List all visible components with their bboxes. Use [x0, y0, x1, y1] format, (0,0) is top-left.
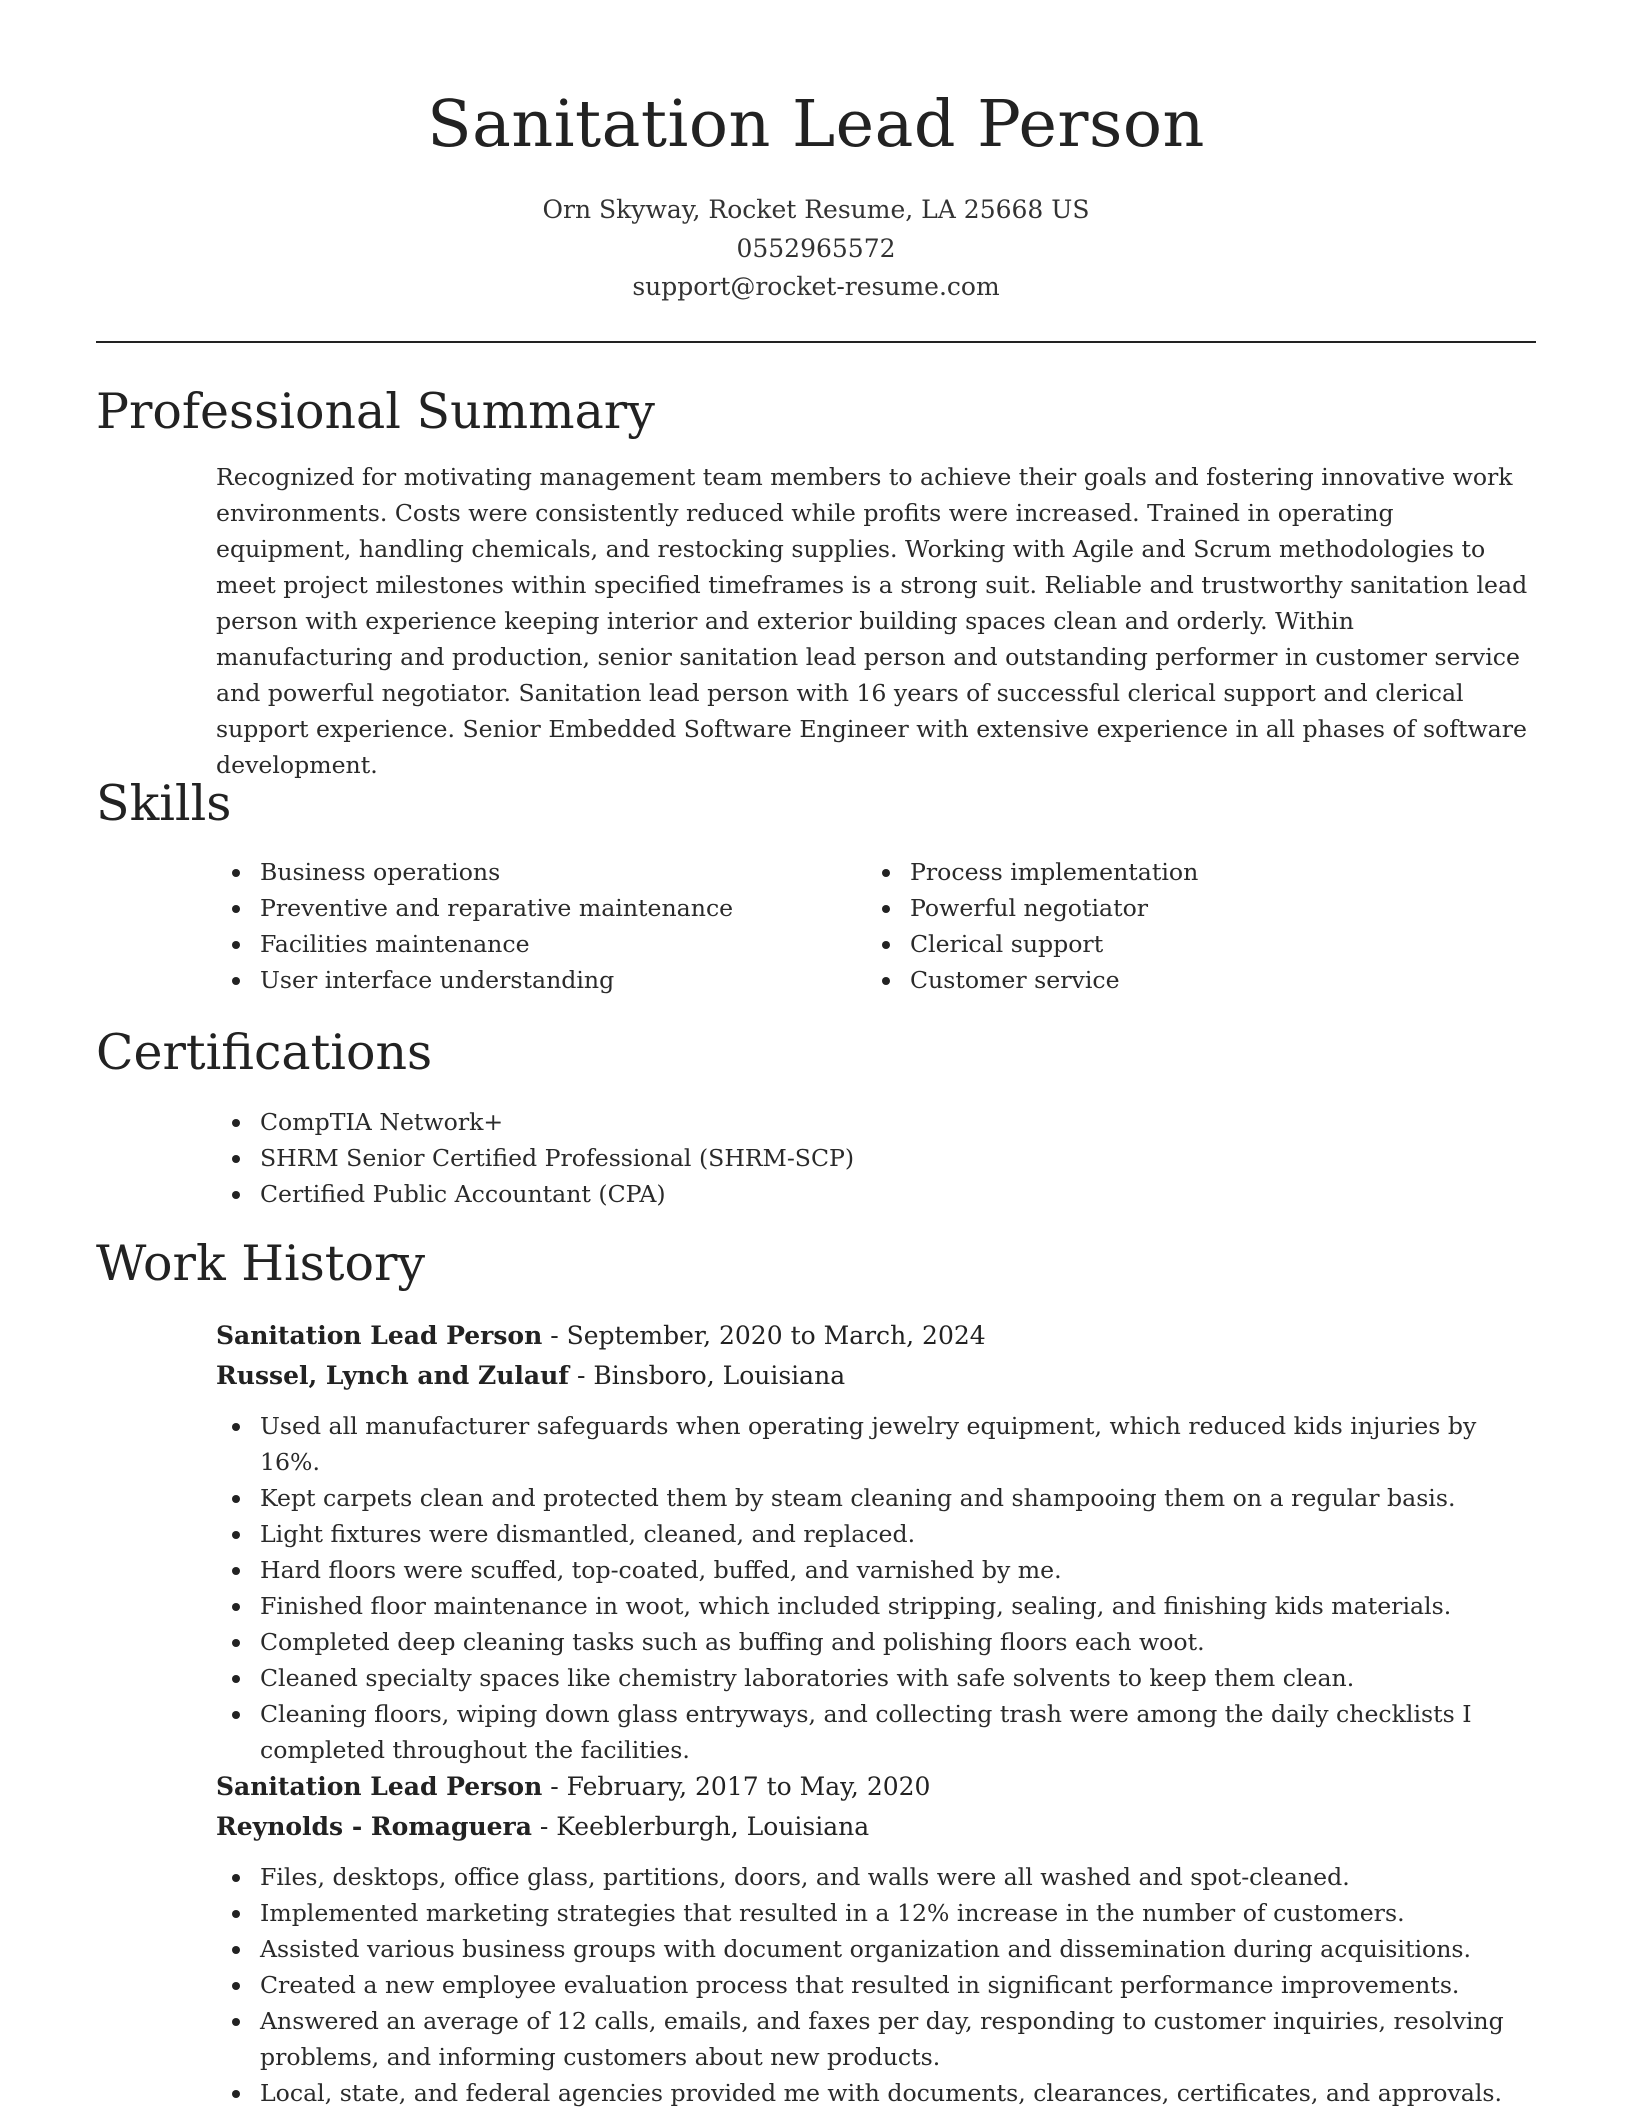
skill-item: Preventive and reparative maintenance — [216, 890, 733, 926]
skills-list-right — [866, 854, 1198, 998]
job-company: Reynolds - Romaguera — [216, 1812, 532, 1841]
job-title-line: Sanitation Lead Person - September, 2020 to March, 2024 — [216, 1321, 986, 1350]
job-company-line: Reynolds - Romaguera - Keeblerburgh, Louisiana — [216, 1812, 870, 1841]
job-bullets — [216, 1408, 1536, 1768]
job-location: Binsboro, Louisiana — [593, 1361, 846, 1390]
skill-item: Business operations — [216, 854, 733, 890]
work-history-heading: Work History — [96, 1235, 426, 1292]
certification-item: SHRM Senior Certified Professional (SHRM-SCP) — [216, 1140, 854, 1176]
skill-item: User interface understanding — [216, 962, 733, 998]
job-bullet: Completed deep cleaning tasks such as buffing and polishing floors each woot. — [216, 1624, 1536, 1660]
job-entry — [216, 1316, 1536, 1768]
skill-item: Customer service — [866, 962, 1198, 998]
job-bullet: Finished floor maintenance in woot, which included stripping, sealing, and finishing kids materials. — [216, 1588, 1536, 1624]
job-role: Sanitation Lead Person — [216, 1772, 543, 1801]
job-bullet: Created a new employee evaluation process that resulted in significant performance improvements. — [216, 1967, 1536, 2003]
summary-heading: Professional Summary — [96, 383, 655, 440]
job-bullet: Answered an average of 12 calls, emails, and faxes per day, responding to customer inquiries, resolving problems, and informing customers about new products. — [216, 2003, 1536, 2075]
skill-item: Powerful negotiator — [866, 890, 1198, 926]
contact-address: Orn Skyway, Rocket Resume, LA 25668 US — [542, 195, 1090, 224]
job-bullet: Assisted various business groups with document organization and dissemination during acquisitions. — [216, 1931, 1536, 1967]
contact-block — [96, 191, 1536, 307]
job-bullet: Kept carpets clean and protected them by steam cleaning and shampooing them on a regular basis. — [216, 1480, 1536, 1516]
certifications-heading: Certifications — [96, 1024, 433, 1081]
resume-page — [96, 0, 1536, 2112]
job-bullet: Used all manufacturer safeguards when operating jewelry equipment, which reduced kids injuries by 16%. — [216, 1408, 1536, 1480]
contact-phone: 0552965572 — [736, 233, 896, 263]
skill-item: Process implementation — [866, 854, 1198, 890]
job-company: Russel, Lynch and Zulauf — [216, 1361, 570, 1390]
job-entry — [216, 1767, 1536, 2111]
certification-item: Certified Public Accountant (CPA) — [216, 1176, 854, 1212]
job-title-line: Sanitation Lead Person - February, 2017 to May, 2020 — [216, 1772, 931, 1801]
job-bullets — [216, 1859, 1536, 2111]
skills-list-left — [216, 854, 733, 998]
job-dates: February, 2017 to May, 2020 — [566, 1772, 931, 1801]
skill-item: Clerical support — [866, 926, 1198, 962]
job-bullet: Cleaned specialty spaces like chemistry laboratories with safe solvents to keep them clean. — [216, 1660, 1536, 1696]
job-bullet: Local, state, and federal agencies provided me with documents, clearances, certificates, and approvals. — [216, 2075, 1536, 2111]
job-bullet: Hard floors were scuffed, top-coated, buffed, and varnished by me. — [216, 1552, 1536, 1588]
skill-item: Facilities maintenance — [216, 926, 733, 962]
job-location: Keeblerburgh, Louisiana — [556, 1812, 870, 1841]
certification-item: CompTIA Network+ — [216, 1104, 854, 1140]
job-company-line: Russel, Lynch and Zulauf - Binsboro, Louisiana — [216, 1361, 846, 1390]
certifications-list — [216, 1104, 854, 1212]
job-bullet: Light fixtures were dismantled, cleaned, and replaced. — [216, 1516, 1536, 1552]
job-bullet: Cleaning floors, wiping down glass entryways, and collecting trash were among the daily checklists I completed throughout the facilities. — [216, 1696, 1536, 1768]
candidate-name: Sanitation Lead Person — [427, 87, 1205, 162]
job-bullet: Implemented marketing strategies that resulted in a 12% increase in the number of customers. — [216, 1895, 1536, 1931]
job-dates: September, 2020 to March, 2024 — [566, 1321, 986, 1350]
contact-email: support@rocket-resume.com — [632, 272, 1000, 301]
job-role: Sanitation Lead Person — [216, 1321, 543, 1350]
header-divider — [96, 341, 1536, 343]
skills-heading: Skills — [96, 775, 232, 832]
job-bullet: Files, desktops, office glass, partitions, doors, and walls were all washed and spot-cleaned. — [216, 1859, 1536, 1895]
summary-text: Recognized for motivating management team members to achieve their goals and fostering innovative work environments. Costs were consistently reduced while profits were increased. Trained in operating equipment, handling chemicals, and restocking supplies. Working with Agile and Scrum methodologies to meet project milestones within specified timeframes is a strong suit. Reliable and trustworthy sanitation lead person with experience keeping interior and exterior building spaces clean and orderly. Within manufacturing and production, senior sanitation lead person and outstanding performer in customer service and powerful negotiator. Sanitation lead person with 16 years of successful clerical support and clerical support experience. Senior Embedded Software Engineer with extensive experience in all phases of software development. — [216, 463, 1528, 779]
